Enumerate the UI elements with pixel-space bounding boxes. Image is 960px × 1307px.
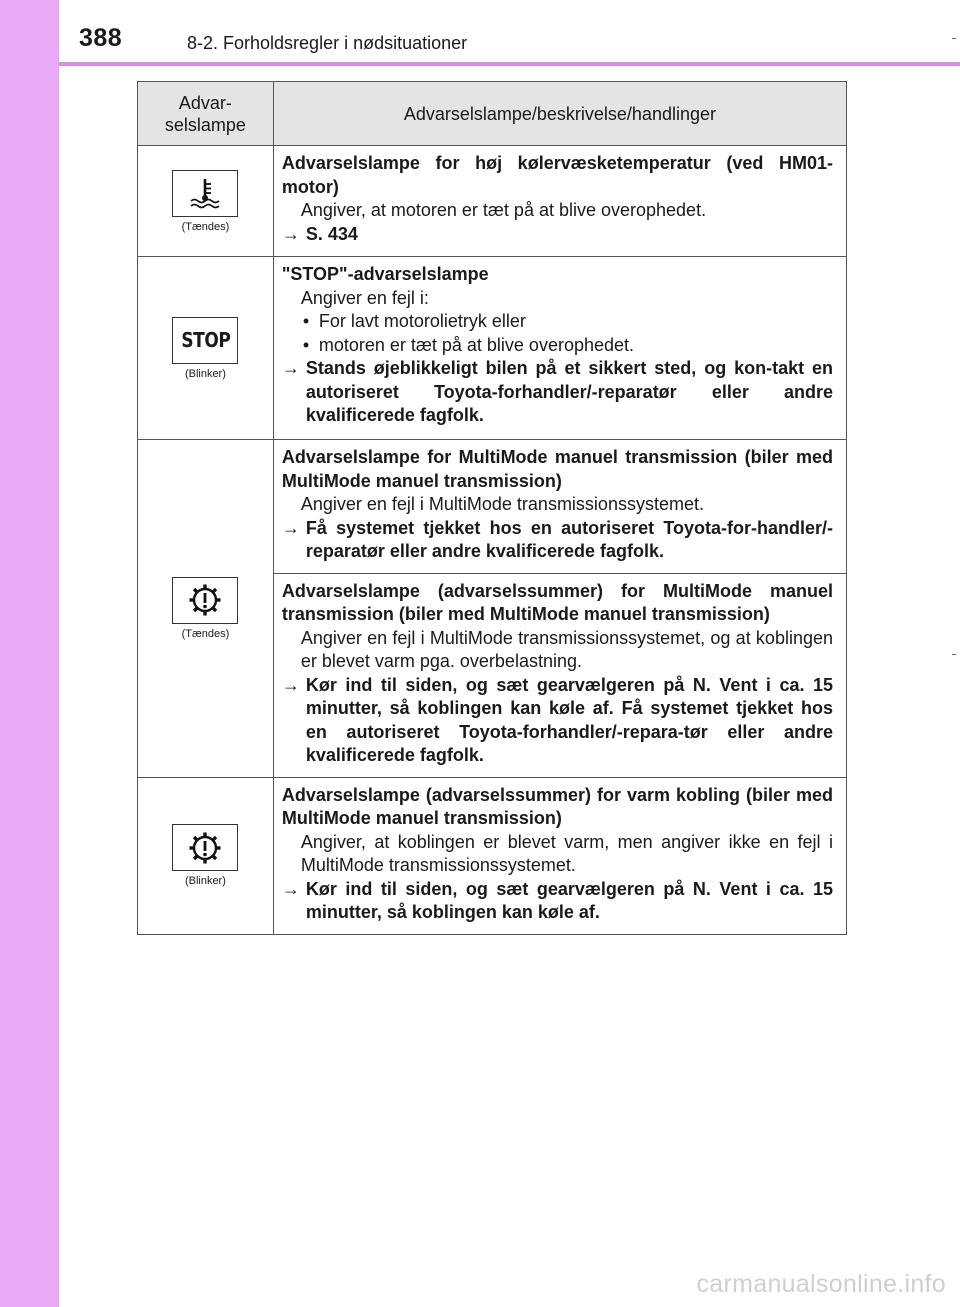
lamp-state: (Blinker)	[184, 367, 226, 380]
warning-lamp-table	[137, 81, 847, 935]
bullet-list	[282, 310, 833, 357]
table-row	[138, 440, 847, 574]
edge-mark	[952, 654, 956, 655]
warning-action: → S. 434	[282, 223, 833, 247]
header-rule	[59, 62, 960, 66]
table-row	[138, 777, 847, 934]
arrow-right-icon: →	[281, 674, 300, 695]
warning-text: Angiver, at motoren er tæt på at blive overophedet.	[300, 200, 707, 220]
edge-mark	[952, 38, 956, 39]
stop-lamp-icon: STOP	[172, 317, 238, 364]
warning-title: Advarselslampe for MultiMode manuel transmission (biler med MultiMode manuel transmission)	[281, 447, 833, 491]
list-item: • motoren er tæt på at blive overophedet.	[301, 334, 833, 358]
lamp-cell	[138, 777, 274, 934]
warning-title: Advarselslampe (advarselssummer) for varm kobling (biler med MultiMode manuel transmission)	[281, 784, 833, 828]
description-cell	[273, 440, 846, 574]
table-row	[138, 146, 847, 257]
table-row	[138, 257, 847, 440]
warning-action: → Stands øjeblikkeligt bilen på et sikkert sted, og kon-takt en autoriseret Toyota-forhandler/-reparatør eller andre kvalificerede fagfolk.	[281, 358, 833, 425]
lamp-state: (Tændes)	[181, 627, 230, 640]
description-cell	[273, 573, 846, 777]
warning-title: "STOP"-advarselslampe	[281, 264, 489, 284]
arrow-right-icon: →	[281, 223, 300, 244]
warning-text: Angiver en fejl i:	[300, 287, 429, 308]
column-header-lamp: Advar- selslampe	[138, 82, 274, 146]
transmission-warning-icon	[172, 577, 238, 624]
transmission-warning-icon	[172, 824, 238, 871]
warning-text: Angiver en fejl i MultiMode transmissionssystemet, og at koblingen er blevet varm pga. overbelastning.	[300, 627, 833, 671]
page-number: 388	[79, 24, 123, 52]
warning-text: Angiver, at koblingen er blevet varm, men angiver ikke en fejl i MultiMode transmissionssystemet.	[300, 831, 833, 875]
warning-title: Advarselslampe for høj kølervæsketemperatur (ved HM01-motor)	[281, 153, 833, 197]
warning-title: Advarselslampe (advarselssummer) for MultiMode manuel transmission (biler med MultiMode manuel transmission)	[281, 580, 833, 624]
lamp-cell	[138, 440, 274, 778]
description-cell	[273, 777, 846, 934]
description-cell	[273, 146, 846, 257]
watermark: carmanualsonline.info	[696, 1270, 946, 1298]
warning-action: → Få systemet tjekket hos en autoriseret Toyota-for-handler/-reparatør eller andre kvalificerede fagfolk.	[281, 517, 833, 561]
lamp-state: (Tændes)	[181, 220, 230, 233]
lamp-state: (Blinker)	[184, 875, 226, 887]
warning-action: → Kør ind til siden, og sæt gearvælgeren på N. Vent i ca. 15 minutter, så koblingen kan køle af. Få systemet tjekket hos en autoriseret Toyota-forhandler/-repara-tør eller andre kvalificerede fagfolk.	[281, 674, 833, 765]
warning-action: → Kør ind til siden, og sæt gearvælgeren på N. Vent i ca. 15 minutter, så koblingen kan køle af.	[281, 878, 833, 922]
lamp-cell	[138, 257, 274, 440]
arrow-right-icon: →	[281, 358, 300, 378]
side-color-strip	[0, 0, 59, 1307]
table-header-row	[138, 82, 847, 146]
section-title: 8-2. Forholdsregler i nødsituationer	[187, 33, 468, 53]
arrow-right-icon: →	[281, 878, 300, 899]
lamp-cell	[138, 146, 274, 257]
description-cell	[273, 257, 846, 440]
column-header-description: Advarselslampe/beskrivelse/handlinger	[273, 82, 846, 146]
list-item: • For lavt motorolietryk eller	[301, 310, 833, 334]
arrow-right-icon: →	[281, 517, 300, 538]
coolant-temperature-icon	[172, 170, 238, 217]
warning-text: Angiver en fejl i MultiMode transmissionssystemet.	[300, 494, 704, 514]
